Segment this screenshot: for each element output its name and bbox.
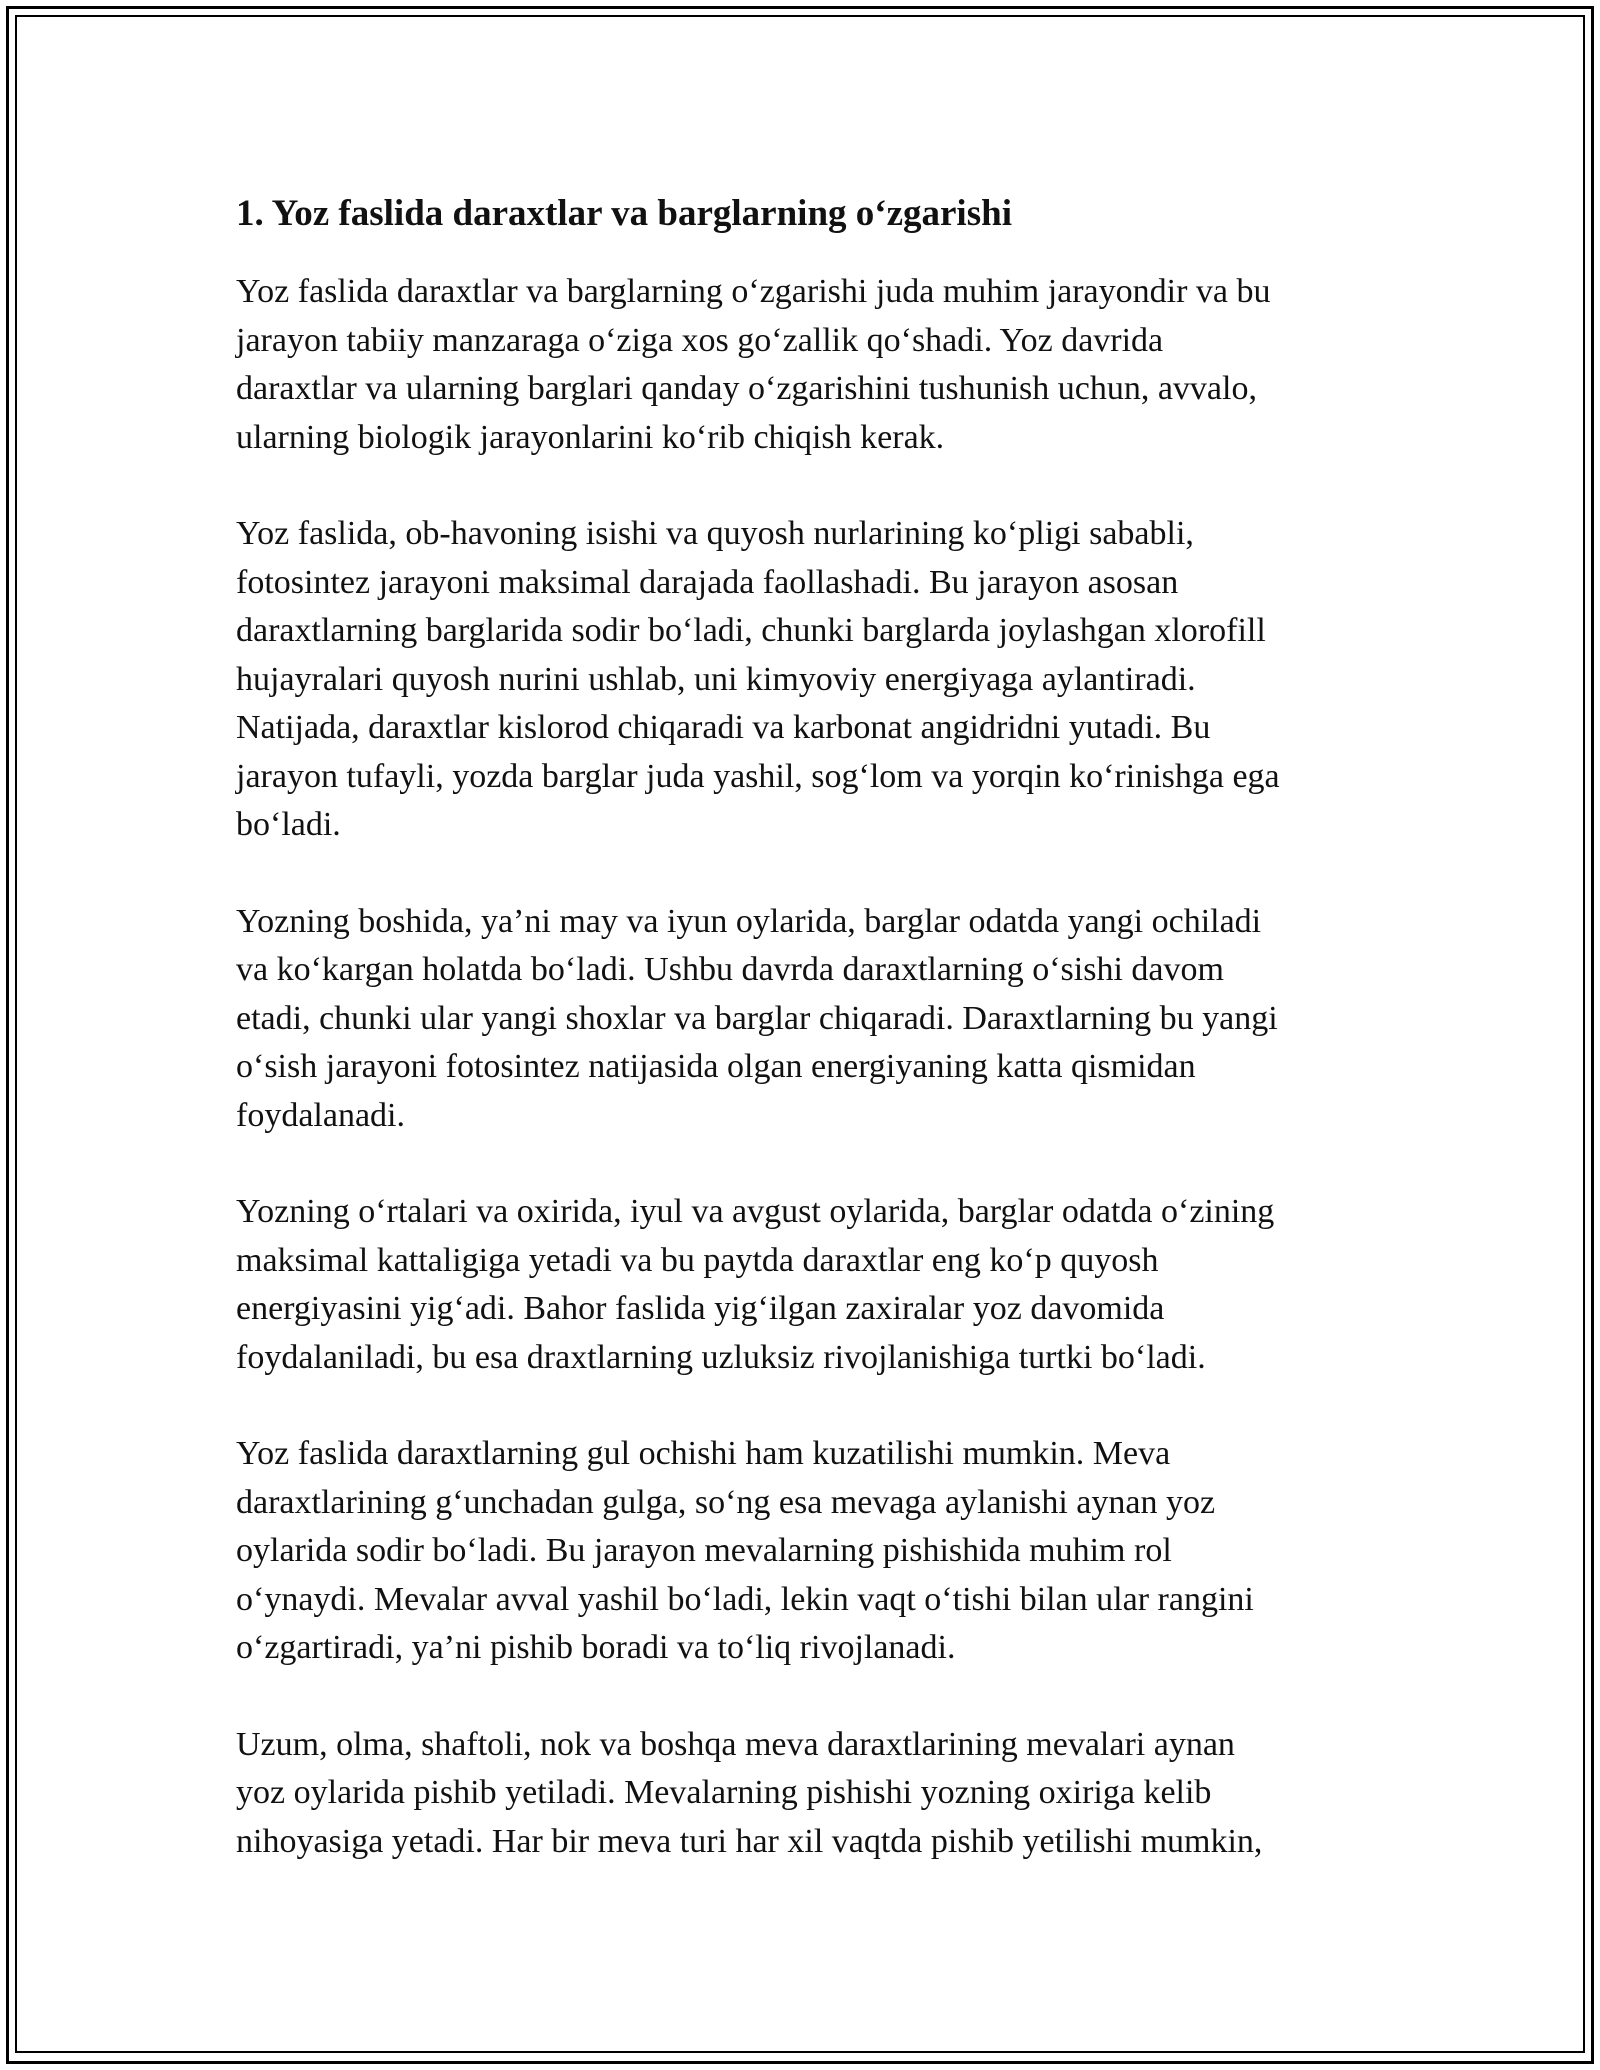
text-line: oylarida sodir bo‘ladi. Bu jarayon mevalarning pishishida muhim rol — [236, 1532, 1172, 1569]
text-line: Yoz faslida, ob-havoning isishi va quyosh nurlarining ko‘pligi sababli, — [236, 515, 1194, 552]
paragraph-1 — [236, 268, 1371, 462]
paragraph-4 — [236, 1188, 1371, 1382]
text-line: Uzum, olma, shaftoli, nok va boshqa meva daraxtlarining mevalari aynan — [236, 1725, 1235, 1763]
text-line: o‘sish jarayoni fotosintez natijasida olgan energiyaning katta qismidan — [236, 1048, 1196, 1085]
text-line: ularning biologik jarayonlarini ko‘rib chiqish kerak. — [236, 418, 945, 456]
text-line: fotosintez jarayoni maksimal darajada faollashadi. Bu jarayon asosan — [236, 563, 1179, 601]
text-line: foydalaniladi, bu esa draxtlarning uzluksiz rivojlanishiga turtki bo‘ladi. — [236, 1338, 1206, 1376]
text-line: Yoz faslida daraxtlarning gul ochishi ham kuzatilishi mumkin. Meva — [236, 1435, 1171, 1472]
text-line: daraxtlarining g‘unchadan gulga, so‘ng esa mevaga aylanishi aynan yoz — [236, 1483, 1216, 1521]
text-line: maksimal kattaligiga yetadi va bu paytda daraxtlar eng ko‘p quyosh — [236, 1241, 1159, 1279]
paragraph-2 — [236, 510, 1371, 850]
text-line: Yoz faslida daraxtlar va barglarning o‘zgarishi juda muhim jarayondir va bu — [236, 273, 1271, 310]
section-heading: 1. Yoz faslida daraxtlar va barglarning o‘zgarishi — [236, 193, 1012, 234]
text-line: daraxtlarning barglarida sodir bo‘ladi, chunki barglarda joylashgan xlorofill — [236, 612, 1266, 649]
text-line: daraxtlar va ularning barglari qanday o‘zgarishini tushunish uchun, avvalo, — [236, 370, 1257, 407]
paragraph-5 — [236, 1430, 1371, 1673]
text-line: hujayralari quyosh nurini ushlab, uni kimyoviy energiyaga aylantiradi. — [236, 660, 1196, 698]
text-line: jarayon tufayli, yozda barglar juda yashil, sog‘lom va yorqin ko‘rinishga ega — [236, 757, 1280, 795]
text-line: yoz oylarida pishib yetiladi. Mevalarning pishishi yozning oxiriga kelib — [236, 1774, 1212, 1811]
text-line: bo‘ladi. — [236, 806, 341, 843]
text-line: va ko‘kargan holatda bo‘ladi. Ushbu davrda daraxtlarning o‘sishi davom — [236, 951, 1224, 988]
text-line: Yozning boshida, ya’ni may va iyun oylarida, barglar odatda yangi ochiladi — [236, 902, 1262, 940]
text-line: Natijada, daraxtlar kislorod chiqaradi va karbonat angidridni yutadi. Bu — [236, 709, 1211, 746]
paragraph-3 — [236, 898, 1371, 1141]
text-line: foydalanadi. — [236, 1096, 405, 1134]
document-body — [236, 188, 1371, 1866]
paragraph-6 — [236, 1721, 1371, 1867]
text-line: o‘ynaydi. Mevalar avval yashil bo‘ladi, lekin vaqt o‘tishi bilan ular rangini — [236, 1580, 1254, 1618]
text-line: etadi, chunki ular yangi shoxlar va barglar chiqaradi. Daraxtlarning bu yangi — [236, 999, 1278, 1037]
text-line: energiyasini yig‘adi. Bahor faslida yig‘ilgan zaxiralar yoz davomida — [236, 1290, 1165, 1327]
text-line: nihoyasiga yetadi. Har bir meva turi har xil vaqtda pishib yetilishi mumkin, — [236, 1822, 1263, 1860]
text-line: jarayon tabiiy manzaraga o‘ziga xos go‘zallik qo‘shadi. Yoz davrida — [236, 321, 1164, 359]
text-line: Yozning o‘rtalari va oxirida, iyul va avgust oylarida, barglar odatda o‘zining — [236, 1193, 1275, 1230]
text-line: o‘zgartiradi, ya’ni pishib boradi va to‘liq rivojlanadi. — [236, 1629, 956, 1666]
